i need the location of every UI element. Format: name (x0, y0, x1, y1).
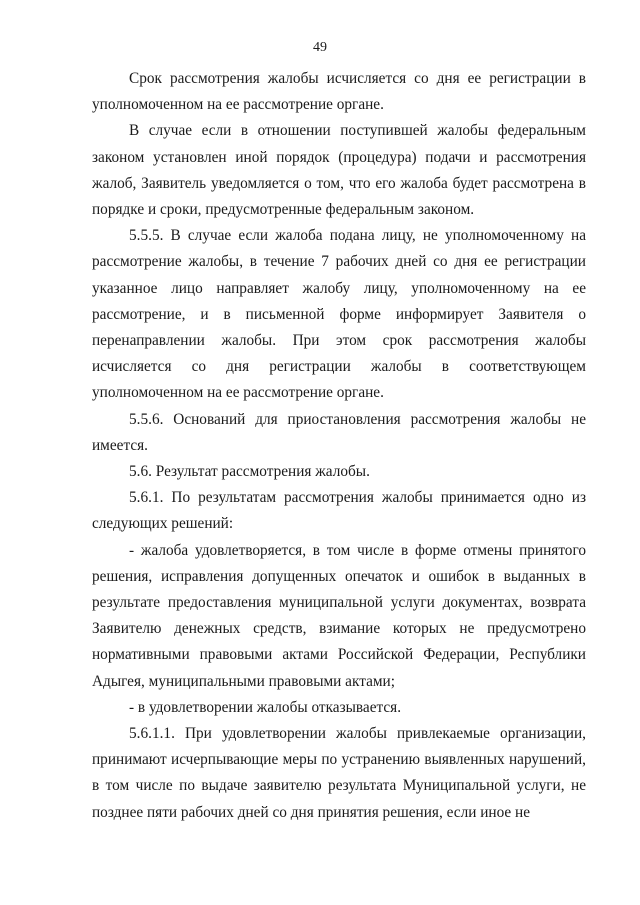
paragraph-5-5-6: 5.5.6. Оснований для приостановления рассмотрения жалобы не имеется. (92, 410, 586, 454)
paragraph-5-6-1: 5.6.1. По результатам рассмотрения жалобы принимается одно из следующих решений: (92, 489, 586, 533)
list-item-complaint-rejected: - в удовлетворении жалобы отказывается. (129, 698, 402, 716)
paragraph-review-period: Срок рассмотрения жалобы исчисляется со дня ее регистрации в уполномоченном на ее рассмотрение органе. (92, 70, 586, 114)
paragraph-5-6-1-1: 5.6.1.1. При удовлетворении жалобы привлекаемые организации, принимают исчерпывающие меры по устранению выявленных нарушений, в том числе по выдаче заявителю результата Муниципальной услуги, не позднее пяти рабочих дней со дня принятия решения, если иное не (92, 725, 586, 821)
paragraph-federal-law-procedure: В случае если в отношении поступившей жалобы федеральным законом установлен иной порядок (процедура) подачи и рассмотрения жалоб, Заявитель уведомляется о том, что его жалоба будет рассмотрена в порядке и сроки, предусмотренные федеральным законом. (92, 122, 586, 219)
paragraph-5-5-5: 5.5.5. В случае если жалоба подана лицу, не уполномоченному на рассмотрение жалобы, в течение 7 рабочих дней со дня ее регистрации указанное лицо направляет жалобу лицу, уполномоченному на ее рассмотрение, и в письменной форме информирует Заявителя о перенаправлении жалобы. При этом срок рассмотрения жалобы исчисляется со дня регистрации жалобы в соответствующем уполномоченном на ее рассмотрение органе. (92, 227, 586, 402)
paragraph-5-6: 5.6. Результат рассмотрения жалобы. (129, 463, 370, 481)
list-item-complaint-satisfied: - жалоба удовлетворяется, в том числе в форме отмены принятого решения, исправления допущенных опечаток и ошибок в выданных в результате предоставления муниципальной услуги документах, возврата Заявителю денежных средств, взимание которых не предусмотрено нормативными правовыми актами Российской Федерации, Республики Адыгея, муниципальными правовыми актами; (92, 541, 586, 690)
document-body (92, 66, 586, 826)
page-number: 49 (313, 40, 327, 55)
